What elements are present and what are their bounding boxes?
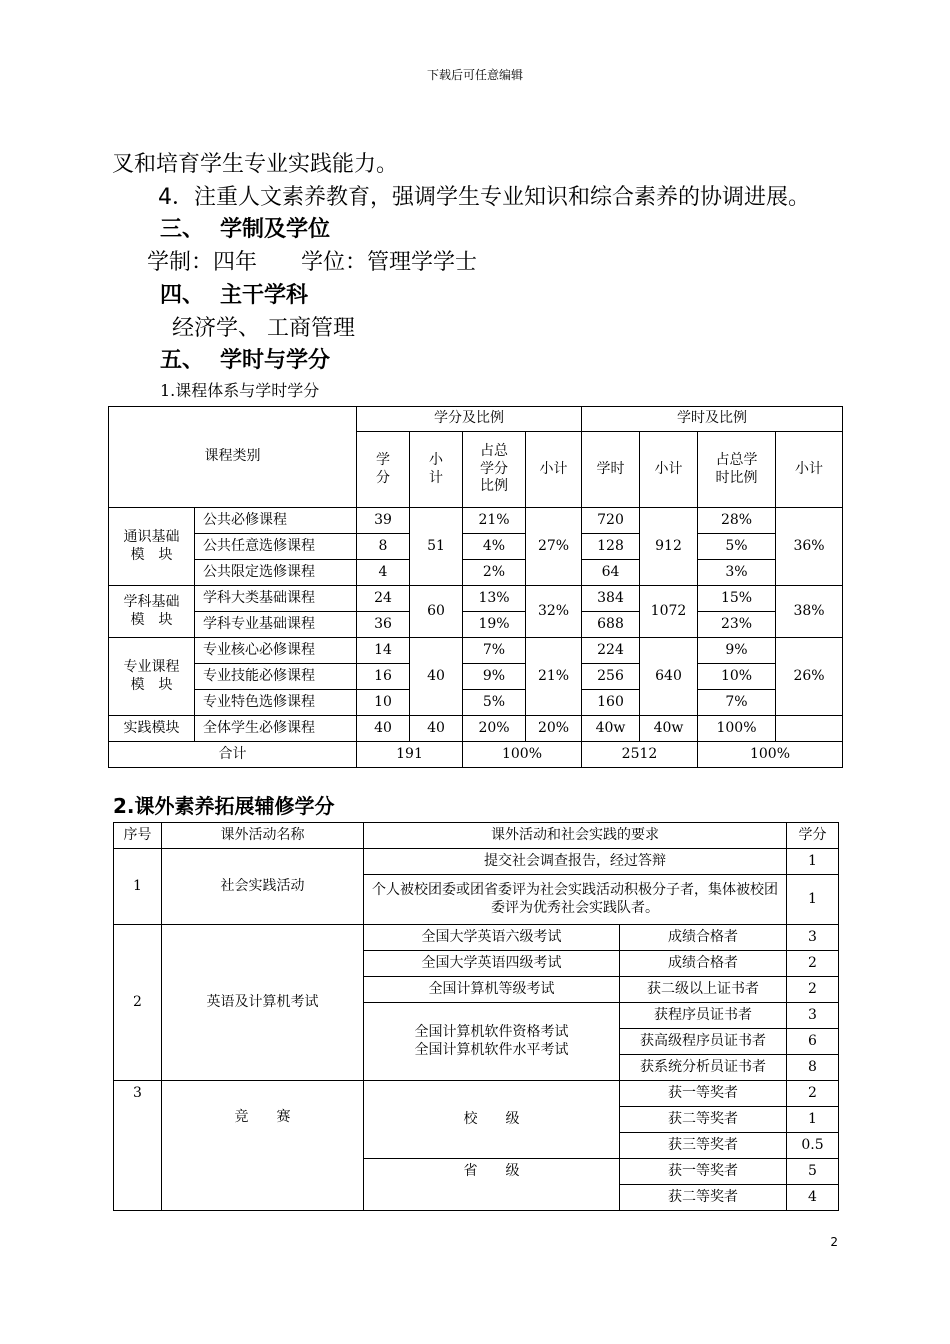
table-row — [109, 664, 843, 690]
credit-value: 0.5 — [787, 1133, 839, 1159]
credit-cell: 16 — [357, 664, 410, 690]
award: 获二等奖者 — [620, 1185, 787, 1211]
credit-value: 1 — [787, 875, 839, 925]
table-row — [114, 849, 839, 875]
credit-value: 4 — [787, 1185, 839, 1211]
header-hours-pct: 占总学时比例 — [698, 432, 776, 508]
table-row — [114, 1081, 839, 1107]
hours-cell: 160 — [582, 690, 640, 716]
table-row — [109, 716, 843, 742]
hours-pct: 9% — [698, 638, 776, 664]
activity-name: 社会实践活动 — [162, 849, 364, 925]
header-credit-subtotal: 小计 — [410, 432, 463, 508]
total-label: 合计 — [109, 742, 357, 768]
course-name: 专业核心必修课程 — [195, 638, 357, 664]
hours-pct: 23% — [698, 612, 776, 638]
page-number: 2 — [830, 1235, 838, 1249]
hpct-subtotal — [776, 716, 843, 742]
paragraph-point-4: 4．注重人文素养教育，强调学生专业知识和综合素养的协调进展。 — [158, 185, 810, 210]
competition-level: 校 级 — [364, 1081, 620, 1159]
hours-cell: 256 — [582, 664, 640, 690]
credit-pct: 20% — [463, 716, 526, 742]
paragraph-continuation: 叉和培育学生专业实践能力。 — [112, 152, 399, 177]
header-credits-group: 学分及比例 — [357, 407, 582, 432]
credit-value: 5 — [787, 1159, 839, 1185]
hours-subtotal: 640 — [640, 638, 698, 716]
hours-subtotal: 1072 — [640, 586, 698, 638]
table-row — [109, 534, 843, 560]
header-hours-subtotal: 小计 — [640, 432, 698, 508]
row-number: 2 — [114, 925, 162, 1081]
section-3-heading — [160, 212, 330, 243]
competition-level: 省 级 — [364, 1159, 620, 1211]
table-row — [109, 690, 843, 716]
course-name: 专业特色选修课程 — [195, 690, 357, 716]
credit-pct: 13% — [463, 586, 526, 612]
table-row — [114, 925, 839, 951]
credit-cell: 14 — [357, 638, 410, 664]
hours-cell: 720 — [582, 508, 640, 534]
exam-software-qualification: 全国计算机软件资格考试 — [414, 1024, 569, 1040]
hours-pct: 3% — [698, 560, 776, 586]
degree-line: 学制：四年 学位：管理学学士 — [147, 250, 478, 275]
pct-subtotal: 27% — [526, 508, 582, 586]
hours-subtotal: 912 — [640, 508, 698, 586]
credit-value: 1 — [787, 849, 839, 875]
hours-pct: 100% — [698, 716, 776, 742]
course-credit-table — [108, 406, 843, 768]
hours-cell: 64 — [582, 560, 640, 586]
credit-pct: 2% — [463, 560, 526, 586]
credit-cell: 40 — [357, 716, 410, 742]
table-row — [109, 612, 843, 638]
hours-pct: 5% — [698, 534, 776, 560]
pct-subtotal: 21% — [526, 638, 582, 716]
table-2-title: 2.课外素养拓展辅修学分 — [113, 794, 335, 818]
condition: 获高级程序员证书者 — [620, 1029, 787, 1055]
credit-pct: 5% — [463, 690, 526, 716]
section-number: 五、 — [160, 348, 205, 373]
credit-subtotal: 40 — [410, 716, 463, 742]
section-number: 四、 — [160, 283, 205, 308]
header-hpct-subtotal: 小计 — [776, 432, 843, 508]
credit-pct: 19% — [463, 612, 526, 638]
award: 获二等奖者 — [620, 1107, 787, 1133]
condition: 获程序员证书者 — [620, 1003, 787, 1029]
hours-pct: 15% — [698, 586, 776, 612]
header-pct-subtotal: 小计 — [526, 432, 582, 508]
total-credit-pct: 100% — [463, 742, 582, 768]
credit-value: 8 — [787, 1055, 839, 1081]
section-title: 主干学科 — [220, 283, 309, 308]
credit-value: 2 — [787, 951, 839, 977]
header-activity-name: 课外活动名称 — [162, 823, 364, 849]
award: 获一等奖者 — [620, 1159, 787, 1185]
total-hours-pct: 100% — [698, 742, 843, 768]
credit-value: 3 — [787, 1003, 839, 1029]
module-label: 学科基础模 块 — [109, 586, 195, 638]
course-name: 公共限定选修课程 — [195, 560, 357, 586]
header-category: 课程类别 — [109, 407, 357, 508]
course-name: 学科大类基础课程 — [195, 586, 357, 612]
page-header: 下载后可任意编辑 — [426, 68, 523, 82]
award: 获三等奖者 — [620, 1133, 787, 1159]
hpct-subtotal: 26% — [776, 638, 843, 716]
course-name: 全体学生必修课程 — [195, 716, 357, 742]
section-number: 三、 — [160, 217, 205, 242]
table-1-caption: 1.课程体系与学时学分 — [160, 381, 320, 400]
header-requirement: 课外活动和社会实践的要求 — [364, 823, 787, 849]
module-label: 专业课程模 块 — [109, 638, 195, 716]
condition: 获二级以上证书者 — [620, 977, 787, 1003]
credit-value: 1 — [787, 1107, 839, 1133]
course-name: 专业技能必修课程 — [195, 664, 357, 690]
credit-value: 2 — [787, 1081, 839, 1107]
hours-pct: 10% — [698, 664, 776, 690]
credit-value: 2 — [787, 977, 839, 1003]
activity-name: 竞 赛 — [162, 1081, 364, 1211]
header-credit: 学分 — [787, 823, 839, 849]
section-4-heading — [160, 278, 308, 309]
award: 获一等奖者 — [620, 1081, 787, 1107]
table-row — [109, 638, 843, 664]
header-credit-pct: 占总学分比例 — [463, 432, 526, 508]
credit-pct: 7% — [463, 638, 526, 664]
hours-cell: 128 — [582, 534, 640, 560]
exam-name — [364, 1003, 620, 1081]
extracurricular-credit-table — [113, 822, 839, 1211]
total-credit: 191 — [357, 742, 463, 768]
credit-cell: 36 — [357, 612, 410, 638]
table-row — [109, 508, 843, 534]
header-hours: 学时 — [582, 432, 640, 508]
hpct-subtotal: 36% — [776, 508, 843, 586]
credit-pct: 4% — [463, 534, 526, 560]
exam-name: 全国计算机等级考试 — [364, 977, 620, 1003]
credit-pct: 21% — [463, 508, 526, 534]
credit-cell: 24 — [357, 586, 410, 612]
hours-subtotal: 40w — [640, 716, 698, 742]
credit-value: 3 — [787, 925, 839, 951]
exam-name: 全国大学英语六级考试 — [364, 925, 620, 951]
credit-cell: 39 — [357, 508, 410, 534]
hours-cell: 224 — [582, 638, 640, 664]
table-total-row — [109, 742, 843, 768]
requirement: 提交社会调查报告，经过答辩 — [364, 849, 787, 875]
activity-name: 英语及计算机考试 — [162, 925, 364, 1081]
credit-subtotal: 40 — [410, 638, 463, 716]
header-no: 序号 — [114, 823, 162, 849]
exam-software-level: 全国计算机软件水平考试 — [414, 1041, 569, 1058]
module-label: 实践模块 — [109, 716, 195, 742]
section-title: 学时与学分 — [220, 348, 331, 373]
subjects-line: 经济学、 工商管理 — [172, 316, 355, 341]
course-name: 公共任意选修课程 — [195, 534, 357, 560]
course-name: 学科专业基础课程 — [195, 612, 357, 638]
credit-cell: 8 — [357, 534, 410, 560]
total-hours: 2512 — [582, 742, 698, 768]
header-credit: 学分 — [357, 432, 410, 508]
section-5-heading — [160, 343, 330, 374]
section-title: 学制及学位 — [220, 217, 331, 242]
credit-cell: 4 — [357, 560, 410, 586]
condition: 成绩合格者 — [620, 951, 787, 977]
header-hours-group: 学时及比例 — [582, 407, 843, 432]
condition: 获系统分析员证书者 — [620, 1055, 787, 1081]
table-row — [109, 586, 843, 612]
credit-subtotal: 51 — [410, 508, 463, 586]
module-label: 通识基础模 块 — [109, 508, 195, 586]
exam-name: 全国大学英语四级考试 — [364, 951, 620, 977]
requirement: 个人被校团委或团省委评为社会实践活动积极分子者，集体被校团委评为优秀社会实践队者。 — [364, 875, 787, 925]
credit-pct: 9% — [463, 664, 526, 690]
hours-cell: 40w — [582, 716, 640, 742]
row-number: 1 — [114, 849, 162, 925]
row-number: 3 — [114, 1081, 162, 1211]
hpct-subtotal: 38% — [776, 586, 843, 638]
hours-pct: 7% — [698, 690, 776, 716]
table-row — [109, 560, 843, 586]
course-name: 公共必修课程 — [195, 508, 357, 534]
hours-cell: 384 — [582, 586, 640, 612]
credit-subtotal: 60 — [410, 586, 463, 638]
hours-pct: 28% — [698, 508, 776, 534]
hours-cell: 688 — [582, 612, 640, 638]
credit-cell: 10 — [357, 690, 410, 716]
credit-value: 6 — [787, 1029, 839, 1055]
pct-subtotal: 20% — [526, 716, 582, 742]
pct-subtotal: 32% — [526, 586, 582, 638]
condition: 成绩合格者 — [620, 925, 787, 951]
